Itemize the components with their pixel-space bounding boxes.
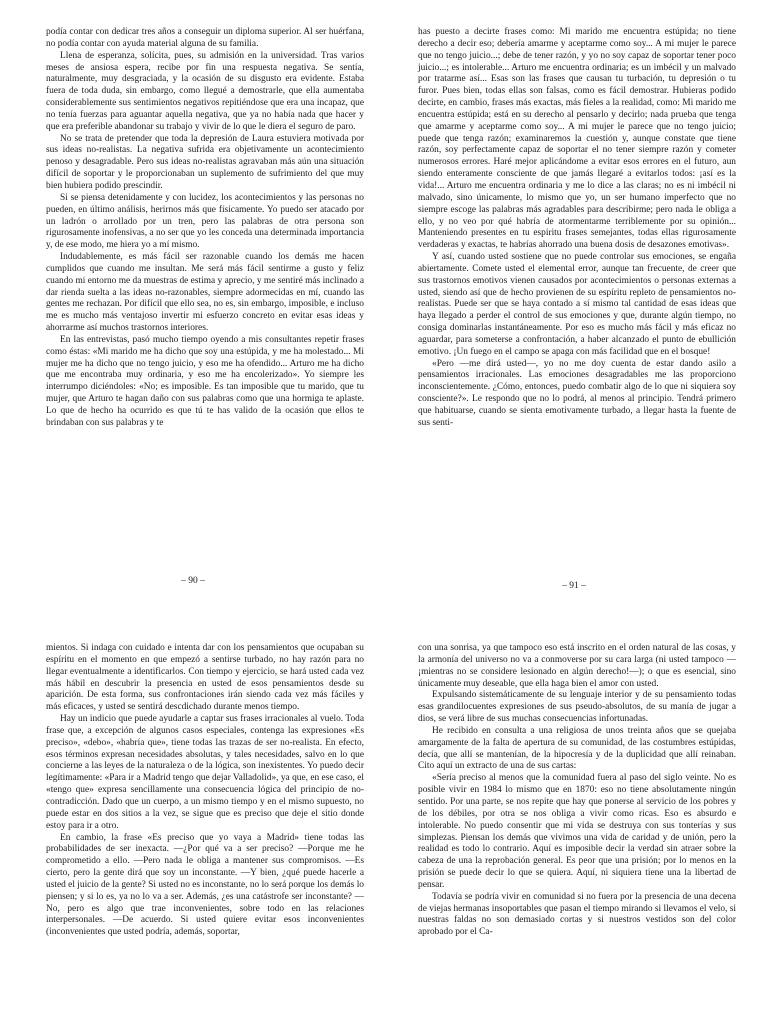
book-page-90: [46, 27, 364, 430]
paragraph: En cambio, la frase «Es preciso que yo vaya a Madrid» tiene todas las probabilidades de ser inexacta. —¿Por qué va a ser preciso? —Porque me he comprometido a ello. —Pero nada le obliga a mantener sus compromisos. —Es cierto, pero la gente dirá que soy un inconstante. —Y bien, ¿qué puede hacerle a usted el juicio de la gente? Si usted no es inconstante, no lo será porque los demás lo piensen; y si lo es, ya no lo va a ser. Además, ¿es una catástrofe ser inconstante? —No, pero es algo que trae inconvenientes, sobre todo en las relaciones interpersonales. —De acuerdo. Si usted quiere evitar esos inconvenientes (inconvenientes que usted podría, además, soportar,: [46, 832, 364, 938]
paragraph: «Sería preciso al menos que la comunidad fuera al paso del siglo veinte. No es posible vivir en 1984 lo mismo que en 1870: eso no tiene absolutamente ningún sentido. Por una parte, se nos repite que hay que ponerse al servicio de los pobres y de los débiles, por otra se nos obliga a vivir como ricas. Eso es absurdo e intolerable. No puedo consentir que mi vida se destruya con sus tonterías y sus simplezas. Piensan los demás que vivimos una vida de caridad y de unión, pero la realidad es todo lo contrario. Aquí es imposible decir la verdad sin atraer sobre la cabeza de una la reprobación general. Es peor que una prisión; por lo menos en la prisión se puede decir lo que se quiera. Aquí, ni siquiera tiene una la libertad de pensar.: [418, 773, 736, 890]
paragraph: Llena de esperanza, solícita, pues, su admisión en la universidad. Tras varios meses de ansiosa espera, recibe por fin una respuesta negativa. Se sentía, naturalmente, muy desgraciada, y la ocasión de su disgusto era evidente. Estaba fuera de toda duda, sin embargo, como llegué a demostrarle, que ella aumentaba considerablemente sus sentimientos negativos repitiéndose que era una incapaz, que no tenía fuerzas para aguantar aquella negativa, que ya no había nada que hacer y que era preferible abandonar su trabajo y vivir de lo que le diera el seguro de paro.: [46, 50, 364, 132]
paragraph: No se trata de pretender que toda la depresión de Laura estuviera motivada por sus ideas no-realistas. La negativa sufrida era objetivamente un acontecimiento penoso y desagradable. Pero sus ideas no-realistas agravaban más aún una situación difícil de soportar y le proporcionaban un suplemento de sufrimiento del que muy bien hubiera podido prescindir.: [46, 133, 364, 191]
paragraph: has puesto a decirte frases como: Mi marido me encuentra estúpida; no tiene derecho a decir eso; debería amarme y aceptarme como soy... A mi mujer le parece que no tengo juicio...; debe de tener razón, y yo no soy capaz de soportar tener poco juicio...; es intolerable... Arturo me encuentra ordinaria; es un imbécil y un malvado por tratarme así... Esas son las frases que causan tu turbación, tu depresión o tu furor. Pues bien, todas ellas son falsas, como es fácil demostrar. Hubieras podido decirte, en cambio, frases más exactas, más fieles a la realidad, como: Mi marido me encuentra estúpida; está en su derecho al pensarlo y decirlo; nada prueba que tenga que amarme y aceptarme como soy... A mi mujer le parece que no tengo juicio; puede que tenga razón; examinaremos la cuestión y, aunque constate que tiene razón, soy perfectamente capaz de soportar el no tener siempre razón y cometer numerosos errores. Haré mejor aplicándome a evitar esos errores en el futuro, aun siendo enteramente consciente de que jamás llegaré a evitarlos todos: ¡así es la vida!... Arturo me encuentra ordinaria y me lo dice a las claras; no es ni imbécil ni malvado, sino únicamente, lo mismo que yo, un ser humano imperfecto que no siempre escoge las palabras más agradables para describirme; pero nada le obliga a ello, y no veo por qué habría de atormentarme terriblemente por su opinión... Manteniendo presentes en tu espíritu frases semejantes, todas ellas rigurosamente verdaderas y exactas, te habrías ahorrado una buena dosis de desazones emotivas».: [418, 27, 736, 251]
paragraph: mientos. Si indaga con cuidado e intenta dar con los pensamientos que ocupaban su espíritu en el momento en que empezó a sentirse turbado, no hay razón para no llegar eventualmente a identificarlos. Con tiempo y ejercicio, se hará usted cada vez más hábil en descubrir la presencia en usted de esos pensamientos desde su aparición. De esta forma, sus confrontaciones irán siendo cada vez más fáciles y más eficaces, y usted se sentirá descdichado durante menos tiempo.: [46, 643, 364, 713]
paragraph: Y así, cuando usted sostiene que no puede controlar sus emociones, se engaña abiertamente. Comete usted el elemental error, aunque tan frecuente, de creer que sus trastornos emotivos vienen causados por acontecimientos o personas externas a usted, siendo así que de hecho provienen de su espíritu repleto de pensamientos no-realistas. Puede ser que se haya contado a sí mismo tal cantidad de esas ideas que haya llegado a perder el control de sus emociones y que, durante algún tiempo, no consiga dominarlas instantáneamente. Por eso es mucho más fácil y más eficaz no aguardar, para someterse a confrontación, a haber alcanzado el punto de ebullición emotivo. ¡Un fuego en el campo se apaga con más facilidad que en el bosque!: [418, 252, 736, 357]
paragraph: Hay un indicio que puede ayudarle a captar sus frases irracionales al vuelo. Toda frase que, a excepción de algunos casos especiales, contenga las expresiones «Es preciso», «debo», «habría que», tiene todas las trazas de ser no-realista. En efecto, esos términos expresan necesidades absolutas, y tales necesidades, salvo en lo que concierne a las leyes de la naturaleza o de la lógica, son inexistentes. Yo puedo decir legítimamente: «Para ir a Madrid tengo que dejar Valladolid», ya que, en ese caso, el «tengo que» expresa sencillamente una consecuencia lógica del principio de no-contradicción. Dado que un cuerpo, a un mismo tiempo y en el mismo supuesto, no puede estar en dos sitios a la vez, se sigue que es preciso que deje el sitio donde estoy para ir a otro.: [46, 714, 364, 831]
paragraph: con una sonrisa, ya que tampoco eso está inscrito en el orden natural de las cosas, y la armonía del universo no va a conmoverse por su cara larga (ni usted tampoco —¡mientras no se considere lesionado en algún derecho!—); o que es esencial, sino únicamente muy deseable, que ella haga bien el amor con usted.: [418, 643, 736, 689]
paragraph: podía contar con dedicar tres años a conseguir un diploma superior. Al ser huérfana, no podía contar con ayuda material alguna de su familia.: [46, 27, 364, 49]
book-page-91: [418, 27, 736, 430]
spread-gap: [0, 618, 768, 619]
paragraph: En las entrevistas, pasó mucho tiempo oyendo a mis consultantes repetir frases como éstas: «Mi marido me ha dicho que soy una estúpida, y me ha molestado... Mi mujer me ha dicho que no tengo juicio, y eso me ha ofendido... Arturo me ha dicho que me encontraba muy ordinaria, y eso me ha encolerizado». Yo siempre les interrumpo diciéndoles: «No; es imposible. Es tan imposible que tu marido, que tu mujer, que Arturo te hagan daño con sus palabras como que una hormiga te aplaste. Lo que de hecho ha ocurrido es que tú te has valido de la ocasión que ellos te brindaban con sus palabras y te: [46, 334, 364, 428]
book-page-92: [46, 643, 364, 939]
paragraph: He recibido en consulta a una religiosa de unos treinta años que se quejaba amargamente de la falta de apertura de su comunidad, de las costumbres estúpidas, decía, que allí se mantenían, de la hipocresía y de la duplicidad que allí reinaban. Cito aquí un extracto de una de sus cartas:: [418, 725, 736, 772]
paragraph: Expulsando sistemáticamente de su lenguaje interior y de su pensamiento todas esas grandilocuentes expresiones de sus pseudo-absolutos, de su manía de jugar a dios, se verá libre de sus muchas consecuencias infortunadas.: [418, 690, 736, 725]
page-number: – 90 –: [181, 576, 205, 586]
paragraph: Indudablemente, es más fácil ser razonable cuando los demás me hacen cumplidos que cuando me insultan. Me será más fácil sentirme a gusto y feliz cuando mi entorno me da muestras de estima y aprecio, y me sentiré más inclinado a dar rienda suelta a las ideas no-razonables, siempre adormecidas en mí, cuando las gentes me rechazan. Por difícil que ello sea, no es, sin embargo, imposible, e incluso me es mucho más ventajoso invertir mi esfuerzo concreto en evitar esas ideas y ahorrarme así muchos trastornos interiores.: [46, 252, 364, 334]
page-number: – 91 –: [562, 581, 586, 591]
paragraph: Si se piensa detenidamente y con lucidez, los acontecimientos y las personas no pueden, en último análisis, herirnos más que físicamente. Yo puedo ser atacado por un ladrón o arrollado por un tren, pero las palabras de otra persona son rigurosamente inofensivas, a no ser que yo les conceda una determinada importancia y, de ese modo, me hiera yo a mí mismo.: [46, 192, 364, 251]
paragraph: Todavía se podría vivir en comunidad si no fuera por la presencia de una decena de viejas hermanas insoportables que pasan el tiempo mirando si llevamos el velo, si nuestras faldas no son demasiado cortas y si nuestros vestidos son del color aprobado por el Ca-: [418, 891, 736, 938]
book-page-93: [418, 643, 736, 939]
paragraph: «Pero —me dirá usted—, yo no me doy cuenta de estar dando asilo a pensamientos irracionales. Las emociones desagradables me las proporciono inconscientemente. ¿Cómo, entonces, puedo combatir algo de lo que ni siquiera soy consciente?». Le respondo que no lo podrá, al menos al principio. Tendrá primero que habituarse, cuando se sienta emotivamente turbado, a llegar hasta la fuente de sus senti-: [418, 358, 736, 428]
